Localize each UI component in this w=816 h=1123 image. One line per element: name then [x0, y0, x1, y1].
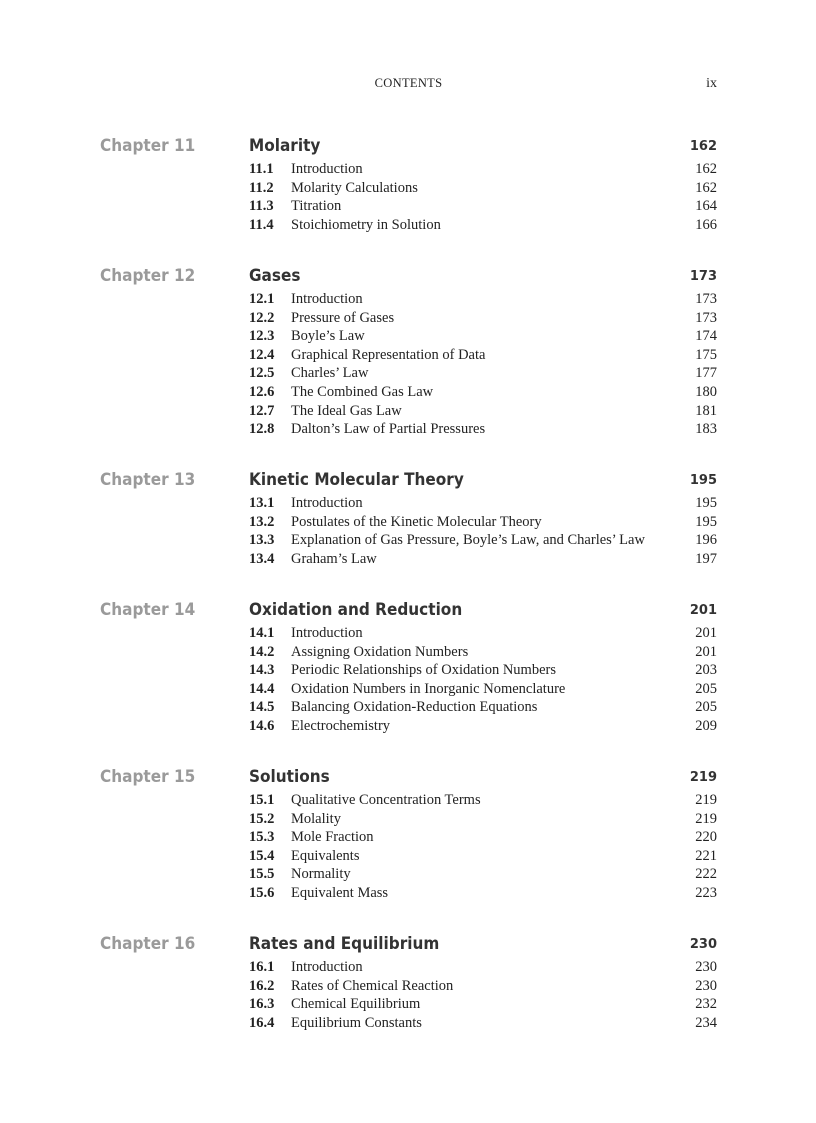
- section-entry[interactable]: [249, 420, 717, 439]
- section-page: 203: [695, 662, 717, 679]
- chapter-label: Chapter 16: [100, 934, 196, 954]
- section-title: Molality: [291, 810, 341, 827]
- section-entry[interactable]: [249, 680, 717, 699]
- section-title: Chemical Equilibrium: [291, 996, 421, 1013]
- section-title: Dalton’s Law of Partial Pressures: [291, 421, 486, 438]
- section-entry[interactable]: [249, 995, 717, 1014]
- chapter-label: Chapter 11: [100, 136, 196, 156]
- section-entry[interactable]: [249, 197, 717, 216]
- section-title: Electrochemistry: [291, 717, 391, 734]
- section-title: Introduction: [291, 625, 363, 641]
- section-entry[interactable]: [249, 698, 717, 717]
- section-page: 230: [695, 977, 717, 994]
- section-page: 209: [695, 717, 717, 734]
- section-list: [249, 958, 717, 1032]
- section-number: 12.7: [249, 402, 275, 419]
- section-entry[interactable]: [249, 327, 717, 346]
- chapter-title[interactable]: Molarity: [249, 136, 321, 156]
- section-list: [249, 290, 717, 439]
- section-page: 173: [695, 291, 717, 307]
- section-number: 14.1: [249, 625, 275, 641]
- section-number: 15.6: [249, 884, 275, 901]
- section-title: Oxidation Numbers in Inorganic Nomenclature: [291, 680, 566, 697]
- section-page: 219: [695, 792, 717, 808]
- section-entry[interactable]: [249, 494, 717, 513]
- section-page: 174: [695, 328, 717, 345]
- section-entry[interactable]: [249, 550, 717, 569]
- chapter-page: 201: [689, 603, 717, 618]
- chapter-title[interactable]: Gases: [249, 266, 301, 286]
- section-page: 201: [695, 643, 717, 660]
- section-number: 15.2: [249, 810, 275, 827]
- section-title: Balancing Oxidation-Reduction Equations: [291, 699, 538, 716]
- chapter-title[interactable]: Kinetic Molecular Theory: [249, 470, 464, 490]
- section-page: 219: [695, 810, 717, 827]
- section-number: 13.1: [249, 495, 275, 511]
- section-entry[interactable]: [249, 810, 717, 829]
- section-number: 13.3: [249, 532, 275, 549]
- section-page: 162: [695, 161, 717, 177]
- section-number: 12.5: [249, 365, 275, 382]
- chapter-page: 195: [689, 473, 717, 488]
- section-entry[interactable]: [249, 402, 717, 421]
- section-title: Periodic Relationships of Oxidation Numbers: [291, 662, 556, 679]
- section-number: 16.4: [249, 1014, 275, 1031]
- section-page: 173: [695, 309, 717, 326]
- section-number: 15.4: [249, 847, 275, 864]
- section-page: 197: [695, 550, 717, 567]
- section-entry[interactable]: [249, 531, 717, 550]
- section-number: 13.4: [249, 550, 275, 567]
- section-title: Introduction: [291, 495, 363, 511]
- section-entry[interactable]: [249, 828, 717, 847]
- section-title: Graham’s Law: [291, 550, 377, 567]
- section-page: 205: [695, 680, 717, 697]
- section-entry[interactable]: [249, 290, 717, 309]
- section-entry[interactable]: [249, 717, 717, 736]
- section-number: 15.5: [249, 866, 275, 883]
- section-title: The Ideal Gas Law: [291, 402, 402, 419]
- section-page: 164: [695, 198, 717, 215]
- section-entry[interactable]: [249, 977, 717, 996]
- section-page: 196: [695, 532, 717, 549]
- section-entry[interactable]: [249, 364, 717, 383]
- section-page: 181: [695, 402, 717, 419]
- section-title: Assigning Oxidation Numbers: [291, 643, 469, 660]
- section-page: 220: [695, 829, 717, 846]
- section-entry[interactable]: [249, 383, 717, 402]
- section-page: 195: [695, 495, 717, 511]
- section-page: 230: [695, 959, 717, 975]
- section-entry[interactable]: [249, 791, 717, 810]
- section-number: 11.3: [249, 198, 274, 215]
- section-entry[interactable]: [249, 884, 717, 903]
- section-page: 201: [695, 625, 717, 641]
- section-entry[interactable]: [249, 958, 717, 977]
- section-entry[interactable]: [249, 513, 717, 532]
- section-number: 14.4: [249, 680, 275, 697]
- chapter-title[interactable]: Solutions: [249, 767, 330, 787]
- chapter-title[interactable]: Rates and Equilibrium: [249, 934, 440, 954]
- section-list: [249, 624, 717, 736]
- page-number: ix: [706, 76, 717, 91]
- section-title: Introduction: [291, 161, 363, 177]
- section-page: 234: [695, 1014, 717, 1031]
- section-number: 15.1: [249, 792, 275, 808]
- chapter-title[interactable]: Oxidation and Reduction: [249, 600, 463, 620]
- running-head: [100, 76, 717, 92]
- section-number: 14.2: [249, 643, 275, 660]
- section-number: 14.6: [249, 717, 275, 734]
- section-title: Equivalent Mass: [291, 884, 389, 901]
- section-title: Molarity Calculations: [291, 179, 418, 196]
- page-title: CONTENTS: [374, 76, 443, 90]
- section-page: 183: [695, 421, 717, 438]
- section-title: Charles’ Law: [291, 365, 369, 382]
- section-number: 11.4: [249, 216, 274, 233]
- chapter-page: 230: [689, 937, 717, 952]
- section-title: Equivalents: [291, 847, 360, 864]
- section-page: 205: [695, 699, 717, 716]
- section-entry[interactable]: [249, 624, 717, 643]
- chapter-page: 162: [689, 139, 717, 154]
- section-page: 162: [695, 179, 717, 196]
- section-entry[interactable]: [249, 643, 717, 662]
- section-list: [249, 160, 717, 234]
- section-title: Introduction: [291, 959, 363, 975]
- section-number: 16.1: [249, 959, 275, 975]
- section-entry[interactable]: [249, 216, 717, 235]
- section-number: 15.3: [249, 829, 275, 846]
- section-page: 177: [695, 365, 717, 382]
- section-number: 13.2: [249, 513, 275, 530]
- section-number: 11.2: [249, 179, 274, 196]
- section-number: 12.3: [249, 328, 275, 345]
- section-title: Pressure of Gases: [291, 309, 395, 326]
- section-entry[interactable]: [249, 179, 717, 198]
- section-number: 14.3: [249, 662, 275, 679]
- section-title: Titration: [291, 198, 342, 215]
- section-title: Normality: [291, 866, 351, 883]
- section-entry[interactable]: [249, 160, 717, 179]
- section-title: Boyle’s Law: [291, 328, 365, 345]
- section-title: Equilibrium Constants: [291, 1014, 422, 1031]
- section-title: Introduction: [291, 291, 363, 307]
- section-number: 16.2: [249, 977, 275, 994]
- section-page: 195: [695, 513, 717, 530]
- section-list: [249, 494, 717, 568]
- section-title: The Combined Gas Law: [291, 383, 434, 400]
- section-list: [249, 791, 717, 903]
- section-page: 222: [695, 866, 717, 883]
- section-page: 166: [695, 216, 717, 233]
- section-title: Rates of Chemical Reaction: [291, 977, 454, 994]
- section-number: 14.5: [249, 699, 275, 716]
- section-page: 175: [695, 346, 717, 363]
- section-page: 223: [695, 884, 717, 901]
- section-entry[interactable]: [249, 1014, 717, 1033]
- section-entry[interactable]: [249, 865, 717, 884]
- section-title: Postulates of the Kinetic Molecular Theory: [291, 513, 542, 530]
- section-page: 180: [695, 383, 717, 400]
- section-number: 11.1: [249, 161, 274, 177]
- section-number: 12.6: [249, 383, 275, 400]
- section-title: Mole Fraction: [291, 829, 374, 846]
- chapter-label: Chapter 15: [100, 767, 196, 787]
- section-number: 12.8: [249, 421, 275, 438]
- section-number: 12.1: [249, 291, 275, 307]
- section-entry[interactable]: [249, 847, 717, 866]
- section-page: 221: [695, 847, 717, 864]
- section-title: Qualitative Concentration Terms: [291, 792, 481, 808]
- section-title: Graphical Representation of Data: [291, 346, 486, 363]
- chapter-page: 219: [689, 770, 717, 785]
- section-entry[interactable]: [249, 309, 717, 328]
- section-number: 16.3: [249, 996, 275, 1013]
- section-number: 12.2: [249, 309, 275, 326]
- section-number: 12.4: [249, 346, 275, 363]
- chapter-page: 173: [689, 269, 717, 284]
- section-title: Explanation of Gas Pressure, Boyle’s Law, and Charles’ Law: [291, 532, 645, 549]
- section-page: 232: [695, 996, 717, 1013]
- section-title: Stoichiometry in Solution: [291, 216, 441, 233]
- chapter-label: Chapter 14: [100, 600, 196, 620]
- chapter-label: Chapter 13: [100, 470, 196, 490]
- section-entry[interactable]: [249, 346, 717, 365]
- chapter-label: Chapter 12: [100, 266, 196, 286]
- section-entry[interactable]: [249, 661, 717, 680]
